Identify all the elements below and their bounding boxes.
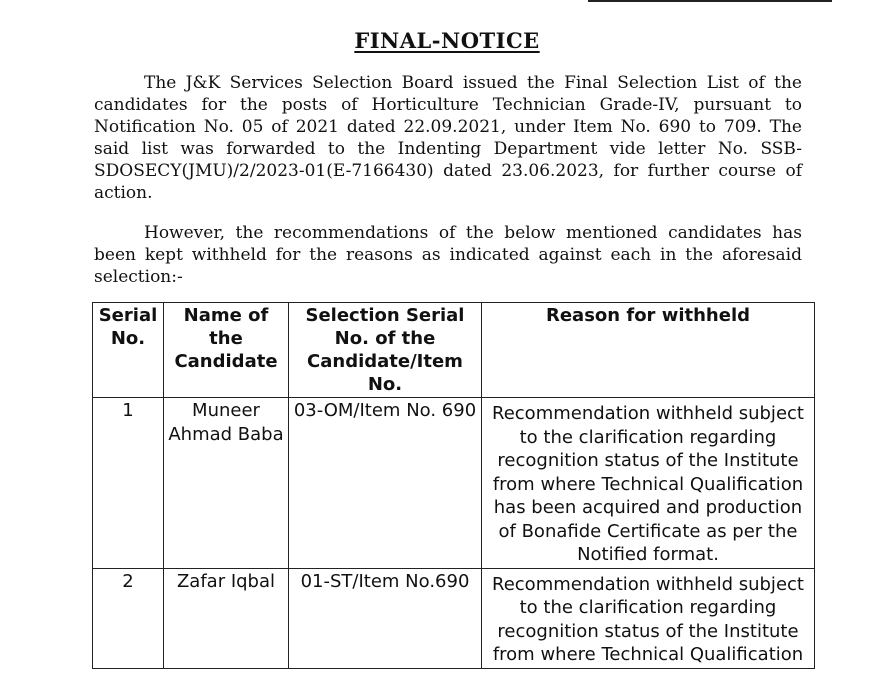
row-serial: 1 — [93, 398, 164, 569]
header-serial-no: Serial No. — [93, 303, 164, 398]
intro-paragraph — [94, 72, 802, 204]
row-candidate-name: Zafar Iqbal — [164, 568, 289, 668]
header-candidate-name: Name of the Candidate — [164, 303, 289, 398]
table-row — [93, 568, 815, 668]
header-selection-serial: Selection Serial No. of the Candidate/Item No. — [289, 303, 482, 398]
row-selection-serial: 03-OM/Item No. 690 — [289, 398, 482, 569]
header-reason: Reason for withheld — [482, 303, 815, 398]
row-selection-serial: 01-ST/Item No.690 — [289, 568, 482, 668]
top-rule — [588, 0, 832, 2]
row-serial: 2 — [93, 568, 164, 668]
withheld-paragraph-text: However, the recommendations of the below mentioned candidates has been kept withheld for the reasons as indicated against each in the aforesaid selection:- — [94, 223, 802, 287]
intro-paragraph-text: The J&K Services Selection Board issued the Final Selection List of the candidates for the posts of Horticulture Technician Grade-IV, pursuant to Notification No. 05 of 2021 dated 22.09.2021, under Item No. 690 to 709. The said list was forwarded to the Indenting Department vide letter No. SSB-SDOSECY(JMU)/2/2023-01(E-7166430) dated 23.06.2023, for further course of action. — [94, 73, 802, 203]
table-header-row — [93, 303, 815, 398]
row-reason: Recommendation withheld subject to the clarification regarding recognition status of the Institute from where Technical Qualification has been acquired and production of Bonafide Certificate as per the Notified format. — [482, 398, 815, 569]
row-reason: Recommendation withheld subject to the clarification regarding recognition status of the Institute from where Technical Qualification — [482, 568, 815, 668]
table-row — [93, 398, 815, 569]
withheld-paragraph — [94, 222, 802, 288]
withheld-candidates-table — [92, 302, 815, 669]
notice-title: FINAL-NOTICE — [354, 28, 540, 53]
row-candidate-name: Muneer Ahmad Baba — [164, 398, 289, 569]
